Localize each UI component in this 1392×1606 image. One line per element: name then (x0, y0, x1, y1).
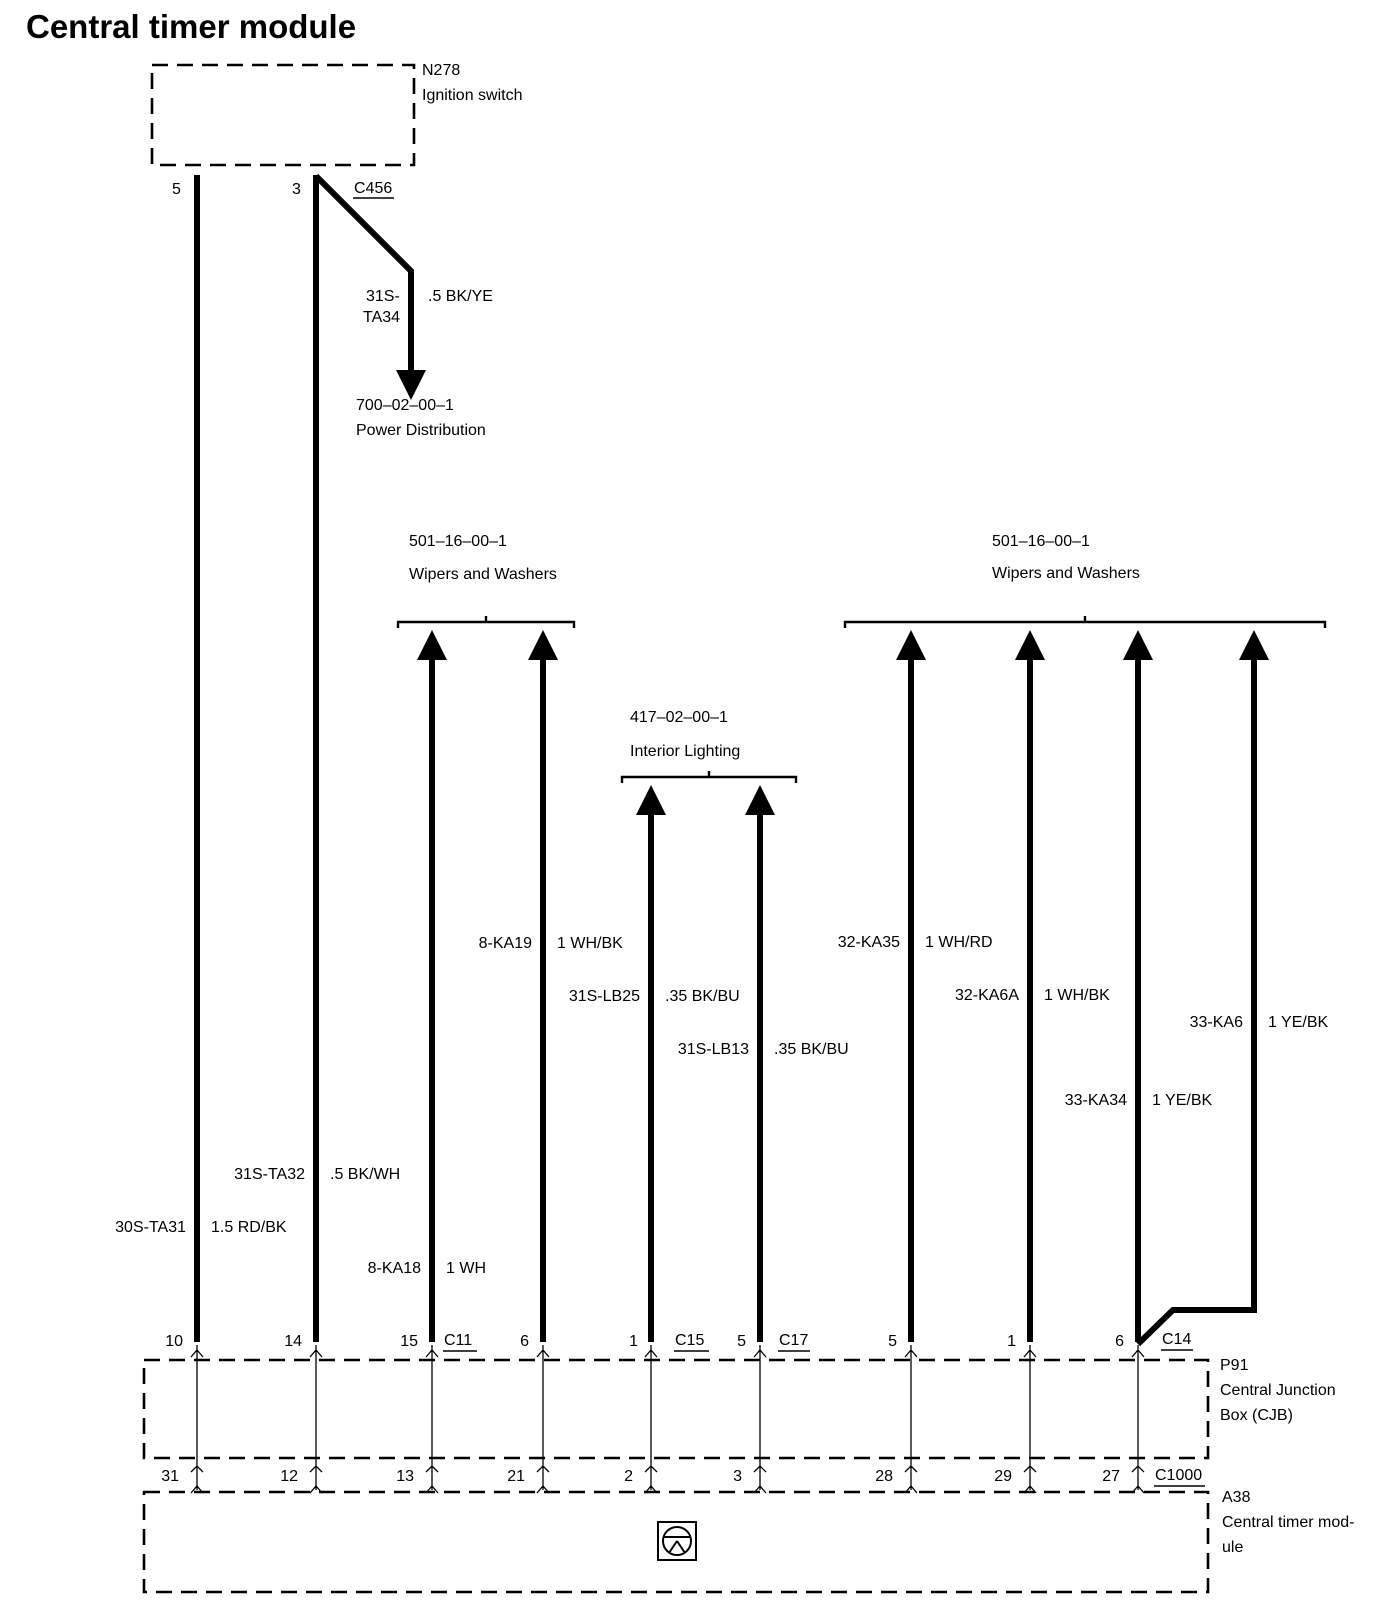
branch-circuit-line1: 31S- (366, 288, 400, 305)
branch-spec: .5 BK/YE (428, 288, 493, 305)
wire-3-cjb-pin: 15 (400, 1333, 418, 1350)
connector-c17: C17 (779, 1332, 809, 1349)
cjb-name-line1: Central Junction (1220, 1382, 1336, 1399)
steering-wheel-icon (658, 1522, 696, 1560)
interior-lighting-code: 417–02–00–1 (630, 709, 728, 726)
wire-7-cjb-pin: 5 (888, 1333, 897, 1350)
wire-7-spec: 1 WH/RD (925, 934, 993, 951)
wire-8-spec: 1 WH/BK (1044, 987, 1110, 1004)
wire-3-circuit: 8-KA18 (367, 1260, 421, 1277)
wire-10-spec: 1 YE/BK (1268, 1014, 1329, 1031)
wire-5-spec: .35 BK/BU (665, 988, 740, 1005)
wire-9-cjb-pin: 6 (1115, 1333, 1124, 1350)
ignition-switch-box (152, 65, 414, 165)
cjb-name-line2: Box (CJB) (1220, 1407, 1293, 1424)
central-junction-box (144, 1360, 1208, 1458)
wire-2-top-pin: 3 (292, 181, 301, 198)
power-dist-code: 700–02–00–1 (356, 397, 454, 414)
wire-1-circuit: 30S-TA31 (115, 1219, 186, 1236)
wire-4-circuit: 8-KA19 (478, 935, 532, 952)
wire-4-spec: 1 WH/BK (557, 935, 623, 952)
wire-6-ctm-pin: 3 (733, 1468, 742, 1485)
wire-2-circuit: 31S-TA32 (234, 1166, 305, 1183)
wire-1-cjb-pin: 10 (165, 1333, 183, 1350)
ctm-name-line2: ule (1222, 1539, 1244, 1556)
wire-2-ctm-pin: 12 (280, 1468, 298, 1485)
ctm-ref: A38 (1222, 1489, 1251, 1506)
ctm-name-line1: Central timer mod- (1222, 1514, 1355, 1531)
ignition-switch-ref: N278 (422, 62, 461, 79)
wire-8-circuit: 32-KA6A (954, 987, 1019, 1004)
wire-5-cjb-pin: 1 (629, 1333, 638, 1350)
wire-1-ctm-pin: 31 (161, 1468, 179, 1485)
power-dist-name: Power Distribution (356, 422, 486, 439)
wire-6-spec: .35 BK/BU (774, 1041, 849, 1058)
ignition-switch-name: Ignition switch (422, 87, 523, 104)
interior-lighting-bracket (622, 771, 796, 783)
wire-3-spec: 1 WH (446, 1260, 486, 1277)
wire-1-top-pin: 5 (172, 181, 181, 198)
wire-4-cjb-pin: 6 (520, 1333, 529, 1350)
wipers-left-code: 501–16–00–1 (409, 533, 507, 550)
wire-8-cjb-pin: 1 (1007, 1333, 1016, 1350)
cjb-ref: P91 (1220, 1357, 1249, 1374)
wire-9-ctm-pin: 27 (1102, 1468, 1120, 1485)
wire-2-spec: .5 BK/WH (330, 1166, 401, 1183)
wire-10-circuit: 33-KA6 (1189, 1014, 1243, 1031)
connector-c11: C11 (444, 1332, 473, 1349)
connector-c1000: C1000 (1155, 1467, 1203, 1484)
wire-4-ctm-pin: 21 (507, 1468, 525, 1485)
wire-33-ka6 (1138, 660, 1254, 1344)
wire-9-circuit: 33-KA34 (1064, 1092, 1127, 1109)
page-title: Central timer module (26, 8, 357, 45)
wipers-right-name: Wipers and Washers (992, 565, 1140, 582)
wire-5-circuit: 31S-LB25 (568, 988, 640, 1005)
connector-c15: C15 (675, 1332, 705, 1349)
wire-9-spec: 1 YE/BK (1152, 1092, 1213, 1109)
wire-8-ctm-pin: 29 (994, 1468, 1012, 1485)
wire-3-ctm-pin: 13 (396, 1468, 414, 1485)
wire-1-spec: 1.5 RD/BK (211, 1219, 287, 1236)
connector-c456: C456 (354, 180, 393, 197)
wire-2-cjb-pin: 14 (284, 1333, 302, 1350)
branch-circuit-line2: TA34 (363, 309, 401, 326)
wire-5-ctm-pin: 2 (624, 1468, 633, 1485)
wire-6-circuit: 31S-LB13 (677, 1041, 749, 1058)
wipers-right-bracket (845, 616, 1325, 628)
wipers-right-code: 501–16–00–1 (992, 533, 1090, 550)
wipers-left-name: Wipers and Washers (409, 566, 557, 583)
wire-7-ctm-pin: 28 (875, 1468, 893, 1485)
wire-6-cjb-pin: 5 (737, 1333, 746, 1350)
wire-7-circuit: 32-KA35 (837, 934, 900, 951)
wipers-left-bracket (398, 616, 574, 628)
wire-31s-ta34 (316, 176, 411, 370)
connector-c14: C14 (1162, 1331, 1192, 1348)
interior-lighting-name: Interior Lighting (630, 743, 741, 760)
